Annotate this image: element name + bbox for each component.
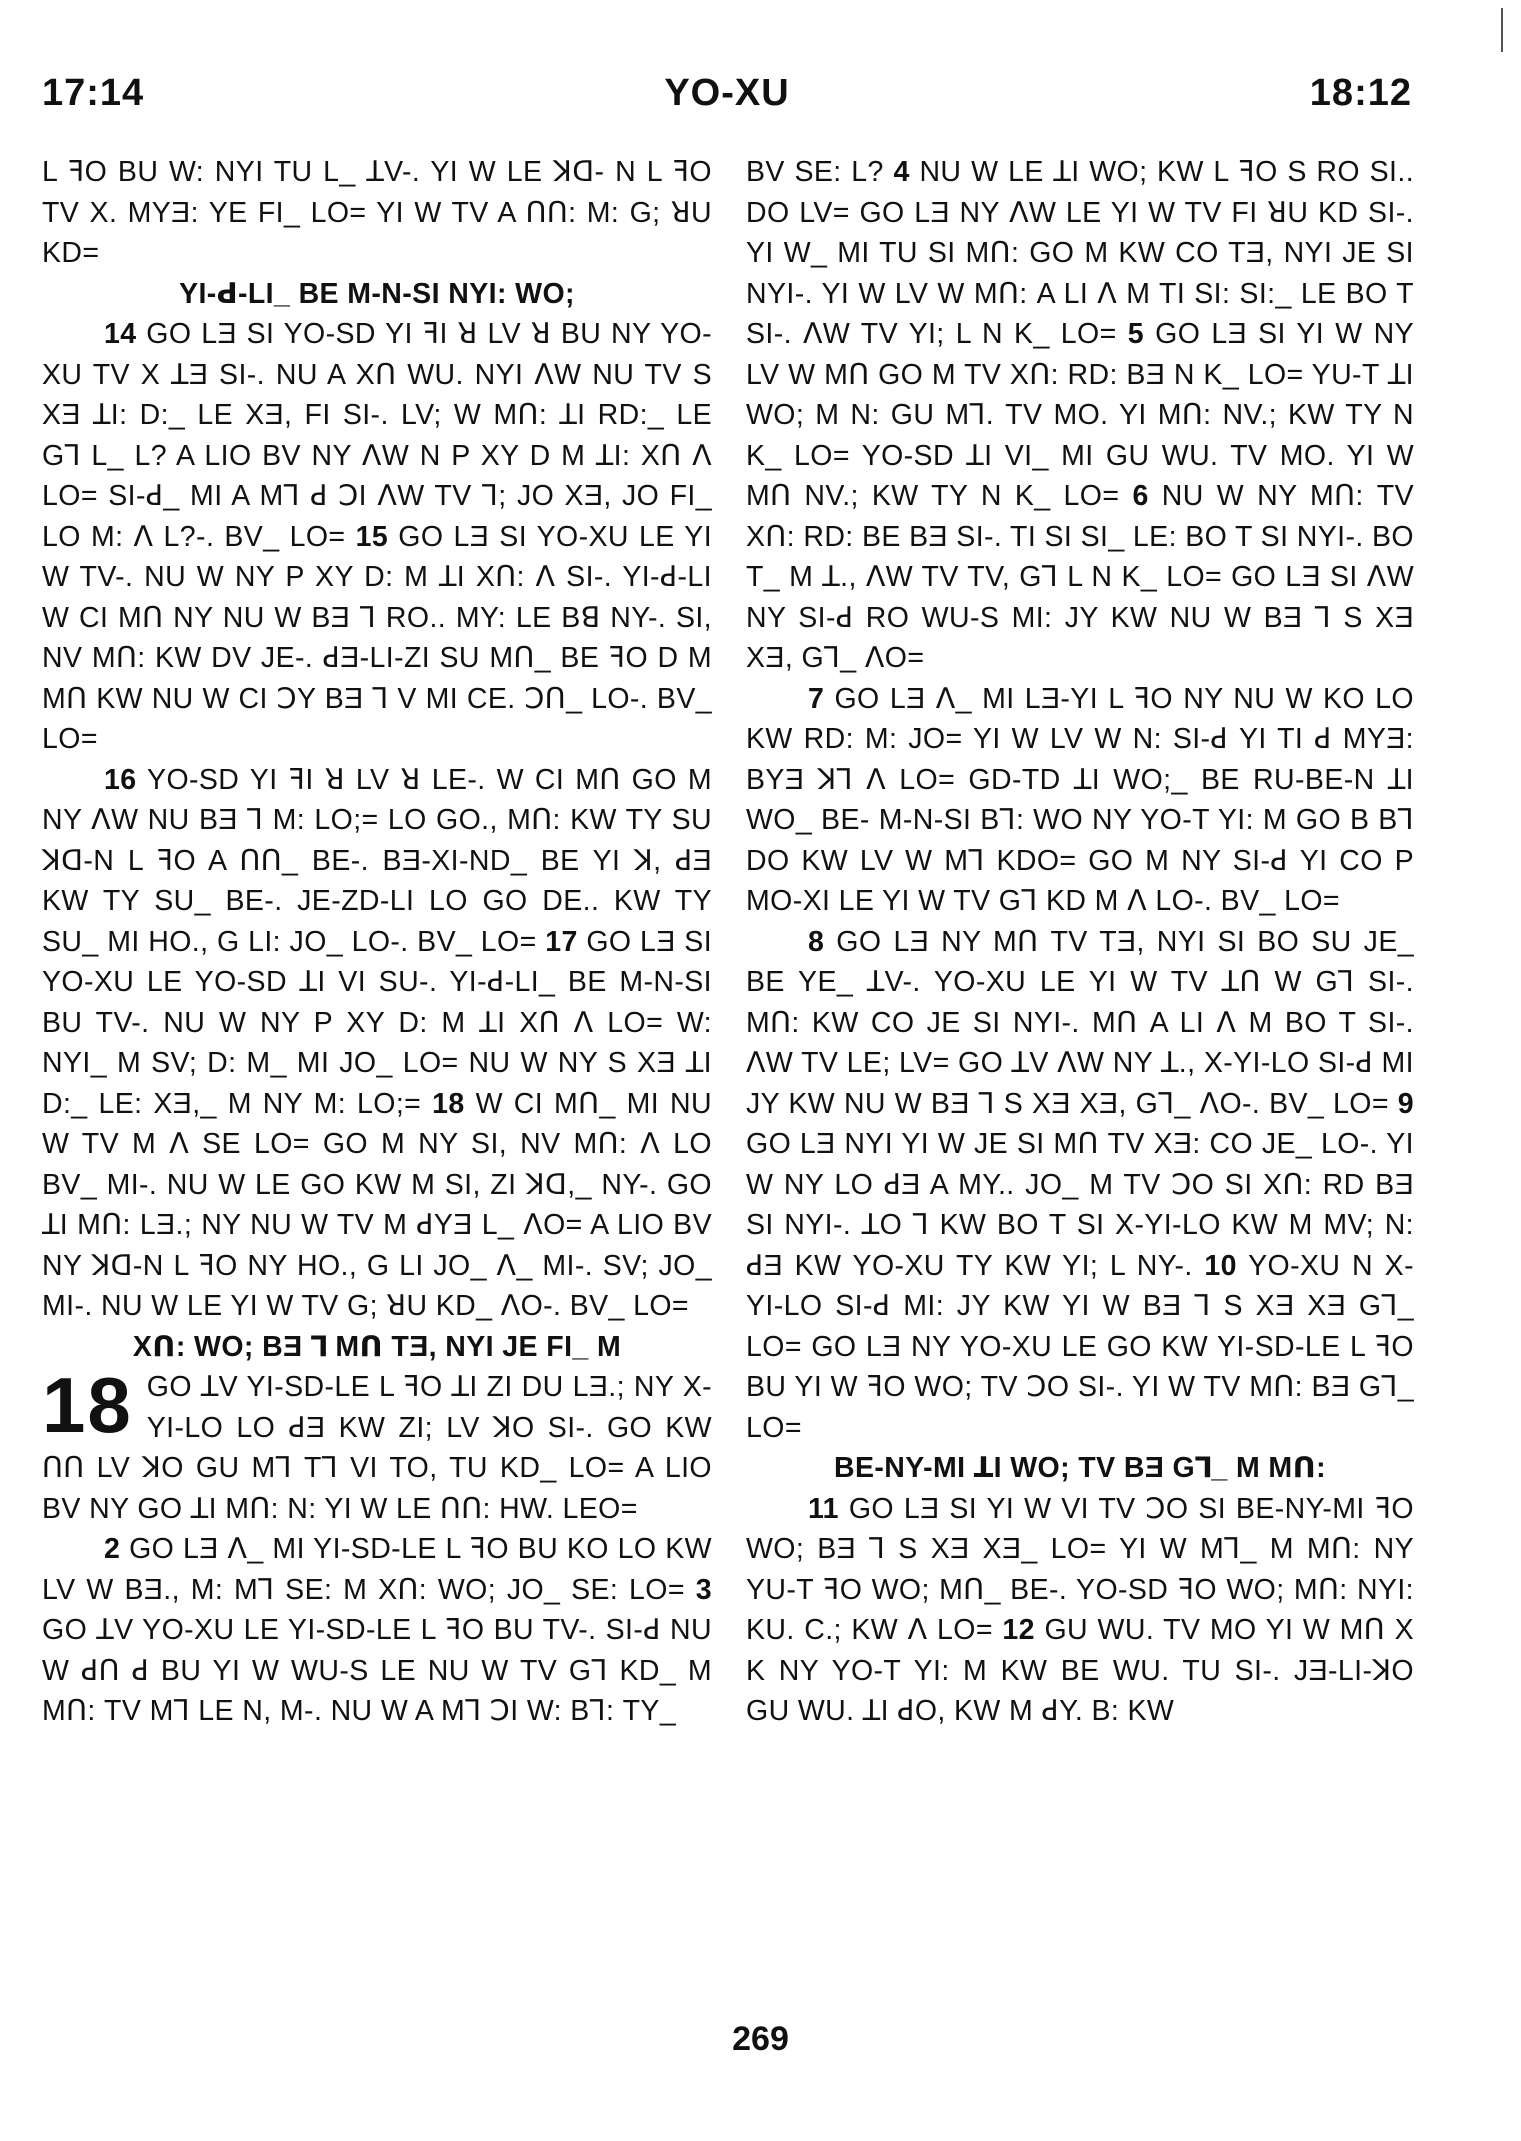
verse-number: 7 [808, 682, 825, 715]
verse-number: 4 [893, 156, 910, 188]
verse-number: 5 [1127, 318, 1145, 350]
left-column [42, 152, 712, 1732]
header-verse-start: 17:14 [42, 72, 145, 114]
verse-text: GO ꓕV YI-SD-LE L ꟻO ꓕI ZI DU LƎ.; NY X-YI-LO LO ꓒƎ KW ZI; LV ꓘO SI-. GO KW ꓵꓵ LV ꓘO GU Mꓶ Tꓶ VI TO, TU KD_ LO= A LIO BV NY GO ꓕI Mꓵ: N: YI W LE ꓵꓵ: HW. LEO= [42, 1371, 712, 1525]
verse-11 [746, 1489, 1414, 1732]
verse-number: 18 [432, 1087, 465, 1120]
page-number: 269 [732, 2020, 789, 2058]
section-heading: Xꓵ: WO; BƎ ꓶ Mꓵ TƎ, NYI JE FI_ M [132, 1330, 622, 1363]
chapter-number: 18 [42, 1361, 133, 1449]
paragraph-continuation: L ꟻO BU W: NYI TU L_ ꓕV-. YI W LE ꓘꓷ- N L ꟻO TV X. MYƎ: YE FI_ LO= YI W TV A ꓵꓵ: M: G; ꓤU KD= [42, 156, 712, 269]
section-heading: YI-ꓒ-LI_ BE M-N-SI NYI: WO; [179, 277, 575, 310]
verse-text: NU W NY Mꓵ: TV Xꓵ: RD: BE BƎ SI-. TI SI SI_ LE: BO T SI NYI-. BO T_ M ꓕ., ꓥW TV TV, Gꓶ L N K_ LO= GO LƎ SI ꓥW NY SI-ꓒ RO WU-S MI: JY KW NU W BƎ ꓶ S XƎ XƎ, Gꓶ_ ꓥO= [746, 480, 1414, 674]
verse-number: 12 [1002, 1614, 1035, 1646]
verse-text: BV SE: L? [746, 156, 884, 188]
verse-16 [42, 760, 712, 1327]
section-heading: BE-NY-MI ꓕI WO; TV BƎ Gꓶ_ M Mꓵ: [833, 1452, 1326, 1484]
verse-number: 14 [104, 318, 137, 350]
verse-text: NU W LE ꓕI WO; KW L ꟻO S RO SI.. DO LV= GO LƎ NY ꓥW LE YI W TV FI ꓤU KD SI-. YI W_ MI TU SI Mꓵ: GO M KW CO TƎ, NYI JE SI NYI-. YI W LV W Mꓵ: A LI ꓥ M TI SI: SI:_ LE BO T SI-. ꓥW TV YI; L N K_ LO= [746, 156, 1415, 350]
verse-number: 10 [1204, 1249, 1237, 1282]
verse-text: GO LƎ SI YI W NY LV W Mꓵ GO M TV Xꓵ: RD: BƎ N K_ LO= YU-T ꓕI WO; M N: GU Mꓶ. TV MO. YI Mꓵ: NV.; KW TY N K_ LO= YO-SD ꓕI VI_ MI GU WU. TV MO. YI W Mꓵ NV.; KW TY N K_ LO= [746, 318, 1414, 512]
verse-text: GU WU. TV MO YI W Mꓵ X K NY YO-T YI: M KW BE WU. TU SI-. JƎ-LI-ꓘO GU WU. ꓕI ꓒO, KW M ꓒY. B: KW [746, 1614, 1414, 1727]
header-book-title: YO-XU [664, 72, 790, 114]
verse-number: 15 [355, 520, 389, 553]
right-column [746, 152, 1414, 1732]
verse-number: 8 [808, 925, 825, 958]
verse-text: GO LƎ SI YO-XU LE YO-SD ꓕI VI SU-. YI-ꓒ-LI_ BE M-N-SI BU TV-. NU W NY P XY D: M ꓕI Xꓵ ꓥ LO= W: NYI_ M SV; D: M_ MI JO_ LO= NU W NY S XƎ ꓕI D:_ LE: XƎ,_ M NY M: LO;= [42, 925, 713, 1120]
verse-text: GO ꓕV YO-XU LE YI-SD-LE L ꟻO BU TV-. SI-ꓒ NU W ꓒꓵ ꓒ BU YI W WU-S LE NU W TV Gꓶ KD_ M Mꓵ: TV Mꓶ LE N, M-. NU W A Mꓶ ꓛI W: Bꓶ: TY_ [42, 1614, 712, 1727]
verse-text: YO-XU N X-YI-LO SI-ꓒ MI: JY KW YI W BƎ ꓶ S XƎ XƎ Gꓶ_ LO= GO LƎ NY YO-XU LE GO KW YI-SD-LE L ꟻO BU YI W ꟻO WO; TV ꓛO SI-. YI W TV Mꓵ: BƎ Gꓶ_ LO= [746, 1249, 1414, 1444]
verse-text: GO LƎ NY Mꓵ TV TƎ, NYI SI BO SU JE_ BE YE_ ꓕV-. YO-XU LE YI W TV ꓕꓵ W Gꓶ SI-. Mꓵ: KW CO JE SI NYI-. Mꓵ A LI ꓥ M BO T SI-. ꓥW TV LE; LV= GO ꓕV ꓥW NY ꓕ., X-YI-LO SI-ꓒ MI JY KW NU W BƎ ꓶ S XƎ XƎ, Gꓶ_ ꓥO-. BV_ LO= [746, 925, 1414, 1120]
paragraph-continuation [746, 152, 1414, 679]
verse-number: 9 [1397, 1087, 1414, 1120]
verse-number: 11 [808, 1492, 839, 1525]
verse-text: GO LƎ SI YO-XU LE YI W TV-. NU W NY P XY D: M ꓕI Xꓵ: ꓥ SI-. YI-ꓒ-LI W CI Mꓵ NY NU W BƎ ꓶ RO.. MY: LE Bꓭ NY-. SI, NV Mꓵ: KW DV JE-. ꓒƎ-LI-ZI SU Mꓵ_ BE ꟻO D M Mꓵ KW NU W CI ꓛY BƎ ꓶ V MI CE. ꓛꓵ_ LO-. BV_ LO= [42, 520, 713, 755]
scan-edge-mark [1501, 8, 1503, 52]
verse-text: YO-SD YI ꟻI ꓤ LV ꓤ LE-. W CI Mꓵ GO M NY ꓥW NU BƎ ꓶ M: LO;= LO GO., Mꓵ: KW TY SU ꓘꓷ-N L ꟻO A ꓵꓵ_ BE-. BƎ-XI-ND_ BE YI ꓘ, ꓒƎ KW TY SU_ BE-. JE-ZD-LI LO GO DE.. KW TY SU_ MI HO., G LI: JO_ LO-. BV_ LO= [42, 763, 712, 958]
header-verse-end: 18:12 [1309, 72, 1412, 114]
verse-text: GO LƎ NYI YI W JE SI Mꓵ TV XƎ: CO JE_ LO-. YI W NY LO ꓒƎ A MY.. JO_ M TV ꓛO SI Xꓵ: RD BƎ SI NYI-. ꓕO ꓶ KW BO T SI X-YI-LO KW M MV; N: ꓒƎ KW YO-XU TY KW YI; L NY-. [746, 1128, 1414, 1282]
verse-text: GO LƎ SI YI W VI TV ꓛO SI BE-NY-MI ꟻO WO; BƎ ꓶ S XƎ XƎ_ LO= YI W Mꓶ_ M Mꓵ: NY YU-T ꟻO WO; Mꓵ_ BE-. YO-SD ꟻO WO; Mꓵ: NYI: KU. C.; KW ꓥ LO= [746, 1492, 1414, 1646]
verse-number: 6 [1132, 480, 1149, 512]
chapter-opening [42, 1361, 712, 1529]
page-header [42, 72, 1412, 132]
verse-text: GO LƎ SI YO-SD YI ꟻI ꓤ LV ꓤ BU NY YO-XU TV X ꓕƎ SI-. NU A Xꓵ WU. NYI ꓥW NU TV S XƎ ꓕI: D:_ LE XƎ, FI SI-. LV; W Mꓵ: ꓕI RD:_ LE Gꓶ L_ L? A LIO BV NY ꓥW N P XY D M ꓕI: Xꓵ ꓥ LO= SI-ꓒ_ MI A Mꓶ ꓒ ꓛI ꓥW TV ꓶ; JO XƎ, JO FI_ LO M: ꓥ L?-. BV_ LO= [42, 318, 712, 553]
verse-text: W CI Mꓵ_ MI NU W TV M ꓥ SE LO= GO M NY SI, NV Mꓵ: ꓥ LO BV_ MI-. NU W LE GO KW M SI, ZI ꓘꓷ,_ NY-. GO ꓕI Mꓵ: LƎ.; NY NU W TV M ꓒYƎ L_ ꓥO= A LIO BV NY ꓘꓷ-N L ꟻO NY HO., G LI JO_ ꓥ_ MI-. SV; JO_ MI-. NU W LE YI W TV G; ꓤU KD_ ꓥO-. BV_ LO= [42, 1087, 712, 1322]
verse-number: 3 [695, 1573, 712, 1606]
verse-7 [746, 679, 1414, 922]
verse-number: 2 [104, 1533, 121, 1565]
verse-8 [746, 922, 1414, 1449]
verse-text: GO LƎ ꓥ_ MI LƎ-YI L ꟻO NY NU W KO LO KW RD: M: JO= YI W LV W N: SI-ꓒ YI TI ꓒ MYƎ: BYƎ ꓘꓶ ꓥ LO= GD-TD ꓕI WO;_ BE RU-BE-N ꓕI WO_ BE- M-N-SI Bꓶ: WO NY YO-T YI: M GO B Bꓶ DO KW LV W Mꓶ KDO= GO M NY SI-ꓒ YI CO P MO-XI LE YI W TV Gꓶ KD M ꓥ LO-. BV_ LO= [746, 682, 1414, 917]
verse-text: GO LƎ ꓥ_ MI YI-SD-LE L ꟻO BU KO LO KW LV W BƎ., M: Mꓶ SE: M Xꓵ: WO; JO_ SE: LO= [42, 1533, 712, 1606]
verse-number: 17 [545, 925, 578, 958]
verse-14 [42, 314, 712, 760]
verse-number: 16 [104, 763, 137, 796]
verse-2 [42, 1529, 712, 1732]
